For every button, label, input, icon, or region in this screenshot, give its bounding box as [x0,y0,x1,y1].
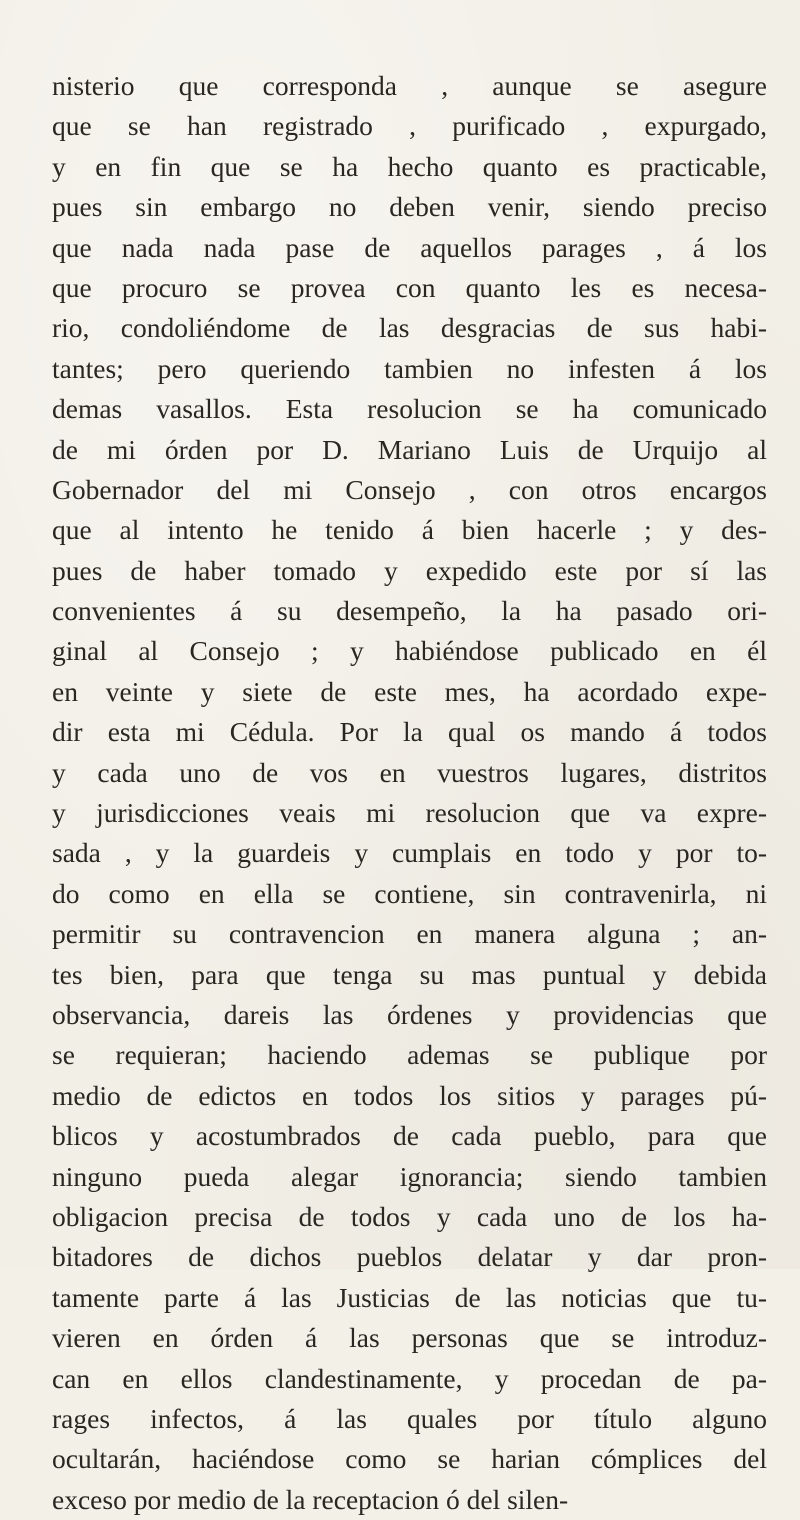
text-line: rages infectos, á las quales por título alguno [52,1402,767,1434]
text-line: rio, condoliéndome de las desgracias de sus habi- [52,312,767,344]
text-line: blicos y acostumbrados de cada pueblo, para que [52,1120,767,1152]
text-line: medio de edictos en todos los sitios y parages pú- [52,1079,767,1111]
text-line: tamente parte á las Justicias de las noticias que tu- [52,1281,767,1313]
text-line: que se han registrado , purificado , expurgado, [52,110,767,142]
text-line: tes bien, para que tenga su mas puntual y debida [52,958,767,990]
text-line: bitadores de dichos pueblos delatar y dar pron- [52,1241,767,1273]
text-line: que nada nada pase de aquellos parages , á los [52,231,767,263]
text-line: demas vasallos. Esta resolucion se ha comunicado [52,393,767,425]
text-line: ocultarán, haciéndose como se harian cómplices del [52,1443,767,1475]
text-line: que al intento he tenido á bien hacerle ; y des- [52,514,767,546]
text-line: pues de haber tomado y expedido este por sí las [52,554,767,586]
text-line: convenientes á su desempeño, la ha pasado ori- [52,595,767,627]
text-line: ninguno pueda alegar ignorancia; siendo tambien [52,1160,767,1192]
text-line: do como en ella se contiene, sin contravenirla, ni [52,877,767,909]
text-line: observancia, dareis las órdenes y providencias que [52,998,767,1030]
text-line: y cada uno de vos en vuestros lugares, distritos [52,756,767,788]
text-line: permitir su contravencion en manera alguna ; an- [52,918,767,950]
text-line: de mi órden por D. Mariano Luis de Urquijo al [52,433,767,465]
text-line: dir esta mi Cédula. Por la qual os mando á todos [52,716,767,748]
text-line: y jurisdicciones veais mi resolucion que va expre- [52,797,767,829]
text-line: can en ellos clandestinamente, y procedan de pa- [52,1362,767,1394]
text-line: nisterio que corresponda , aunque se asegure [52,70,767,101]
text-line: que procuro se provea con quanto les es necesa- [52,271,767,303]
text-line: obligacion precisa de todos y cada uno de los ha- [52,1200,767,1232]
text-line: Gobernador del mi Consejo , con otros encargos [52,473,767,505]
text-line: en veinte y siete de este mes, ha acordado expe- [52,675,767,707]
text-line: sada , y la guardeis y cumplais en todo y por to- [52,837,767,869]
text-line: tantes; pero queriendo tambien no infesten á los [52,352,767,384]
text-line: ginal al Consejo ; y habiéndose publicado en él [52,635,767,667]
text-line: pues sin embargo no deben venir, siendo preciso [52,191,767,223]
text-line: vieren en órden á las personas que se introduz- [52,1322,767,1354]
text-line: se requieran; haciendo ademas se publique por [52,1039,767,1071]
text-line: exceso por medio de la receptacion ó del silen- [52,1483,569,1515]
body-text [52,66,767,1520]
text-line: y en fin que se ha hecho quanto es practicable, [52,150,767,182]
